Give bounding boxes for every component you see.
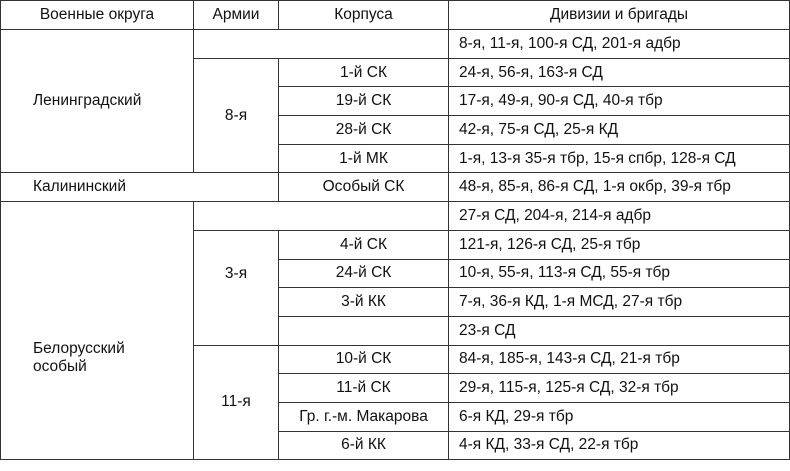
units-cell: 4-я КД, 33-я СД, 22-я тбр (449, 431, 790, 460)
army-cell: 3-я (194, 230, 279, 345)
units-cell: 23-я СД (449, 316, 790, 345)
header-corps: Корпуса (279, 1, 449, 30)
district-belorussian-label: Белорусский особый (33, 340, 125, 376)
army-cell: 11-я (194, 345, 279, 460)
units-cell: 84-я, 185-я, 143-я СД, 21-я тбр (449, 345, 790, 374)
corps-cell: 19-й СК (279, 87, 449, 116)
units-cell: 17-я, 49-я, 90-я СД, 40-я тбр (449, 87, 790, 116)
units-cell: 24-я, 56-я, 163-я СД (449, 58, 790, 87)
units-cell: 48-я, 85-я, 86-я СД, 1-я окбр, 39-я тбр (449, 173, 790, 202)
units-cell: 29-я, 115-я, 125-я СД, 32-я тбр (449, 374, 790, 403)
corps-cell: 28-й СК (279, 116, 449, 145)
header-army: Армии (194, 1, 279, 30)
units-cell: 7-я, 36-я КД, 1-я МСД, 27-я тбр (449, 288, 790, 317)
district-leningrad: Ленинградский (1, 30, 194, 173)
corps-cell: 6-й КК (279, 431, 449, 460)
units-cell: 121-я, 126-я СД, 25-я тбр (449, 230, 790, 259)
table-row (1, 202, 790, 231)
empty-cell (194, 202, 449, 231)
units-cell: 8-я, 11-я, 100-я СД, 201-я адбр (449, 30, 790, 59)
units-cell: 1-я, 13-я 35-я тбр, 15-я спбр, 128-я СД (449, 144, 790, 173)
corps-cell: 1-й МК (279, 144, 449, 173)
header-row (1, 1, 790, 30)
table-row (1, 173, 790, 202)
header-district: Военные округа (1, 1, 194, 30)
district-belorussian (1, 202, 194, 460)
corps-cell: 10-й СК (279, 345, 449, 374)
corps-cell: 3-й КК (279, 288, 449, 317)
empty-cell (194, 30, 449, 59)
corps-cell: 24-й СК (279, 259, 449, 288)
corps-cell: Гр. г.-м. Макарова (279, 402, 449, 431)
units-cell: 6-я КД, 29-я тбр (449, 402, 790, 431)
header-divisions: Дивизии и бригады (449, 1, 790, 30)
army-cell: 8-я (194, 58, 279, 173)
units-cell: 42-я, 75-я СД, 25-я КД (449, 116, 790, 145)
corps-cell: 4-й СК (279, 230, 449, 259)
units-cell: 10-я, 55-я, 113-я СД, 55-я тбр (449, 259, 790, 288)
table-row (1, 30, 790, 59)
empty-cell (279, 316, 449, 345)
corps-cell: 11-й СК (279, 374, 449, 403)
corps-cell: 1-й СК (279, 58, 449, 87)
district-kalinin: Калининский (1, 173, 279, 202)
units-cell: 27-я СД, 204-я, 214-я адбр (449, 202, 790, 231)
corps-cell: Особый СК (279, 173, 449, 202)
